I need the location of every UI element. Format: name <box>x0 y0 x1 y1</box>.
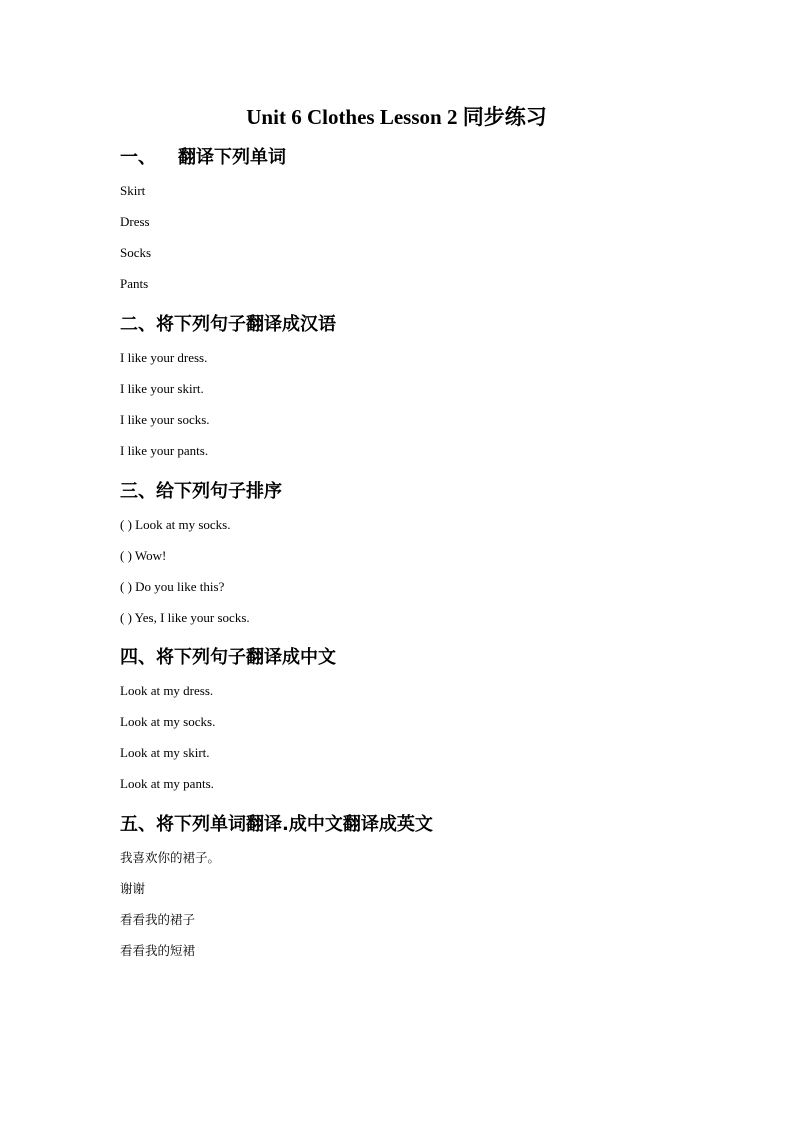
section-1 <box>120 146 720 305</box>
section-4-list <box>120 681 720 805</box>
list-item: Look at my dress. <box>120 683 214 698</box>
document-title: Unit 6 Clothes Lesson 2 同步练习 <box>246 105 547 129</box>
section-4-heading: 四、将下列句子翻译成中文 <box>120 647 336 668</box>
list-item: I like your pants. <box>120 443 209 458</box>
list-item: Pants <box>120 276 149 291</box>
list-item: Look at my pants. <box>120 776 214 791</box>
list-item: 谢谢 <box>120 881 146 896</box>
section-3-heading: 三、给下列句子排序 <box>120 481 282 502</box>
list-item: I like your skirt. <box>120 381 204 396</box>
list-item: Socks <box>120 245 152 260</box>
section-4 <box>120 646 720 805</box>
list-item: ( ) Look at my socks. <box>120 517 231 532</box>
list-item: ( ) Wow! <box>120 548 167 563</box>
list-item: ( ) Do you like this? <box>120 579 225 594</box>
section-3-list <box>120 515 720 639</box>
section-3 <box>120 480 720 639</box>
section-2-list <box>120 348 720 472</box>
section-1-heading <box>120 146 720 170</box>
section-1-list <box>120 181 720 305</box>
list-item: 我喜欢你的裙子。 <box>120 850 221 865</box>
list-item: Look at my skirt. <box>120 745 210 760</box>
list-item: Look at my socks. <box>120 714 216 729</box>
section-1-number: 一、 <box>120 147 156 168</box>
list-item: ( ) Yes, I like your socks. <box>120 610 250 625</box>
list-item: Dress <box>120 214 150 229</box>
section-2-heading: 二、将下列句子翻译成汉语 <box>120 314 336 335</box>
section-2 <box>120 313 720 472</box>
section-1-title: 翻译下列单词 <box>178 147 286 168</box>
list-item: 看看我的短裙 <box>120 943 196 958</box>
list-item: Skirt <box>120 183 146 198</box>
list-item: 看看我的裙子 <box>120 912 196 927</box>
section-5-list <box>120 848 720 972</box>
list-item: I like your socks. <box>120 412 210 427</box>
section-5-heading: 五、将下列单词翻译.成中文翻译成英文 <box>120 814 433 835</box>
list-item: I like your dress. <box>120 350 208 365</box>
section-5 <box>120 813 720 972</box>
